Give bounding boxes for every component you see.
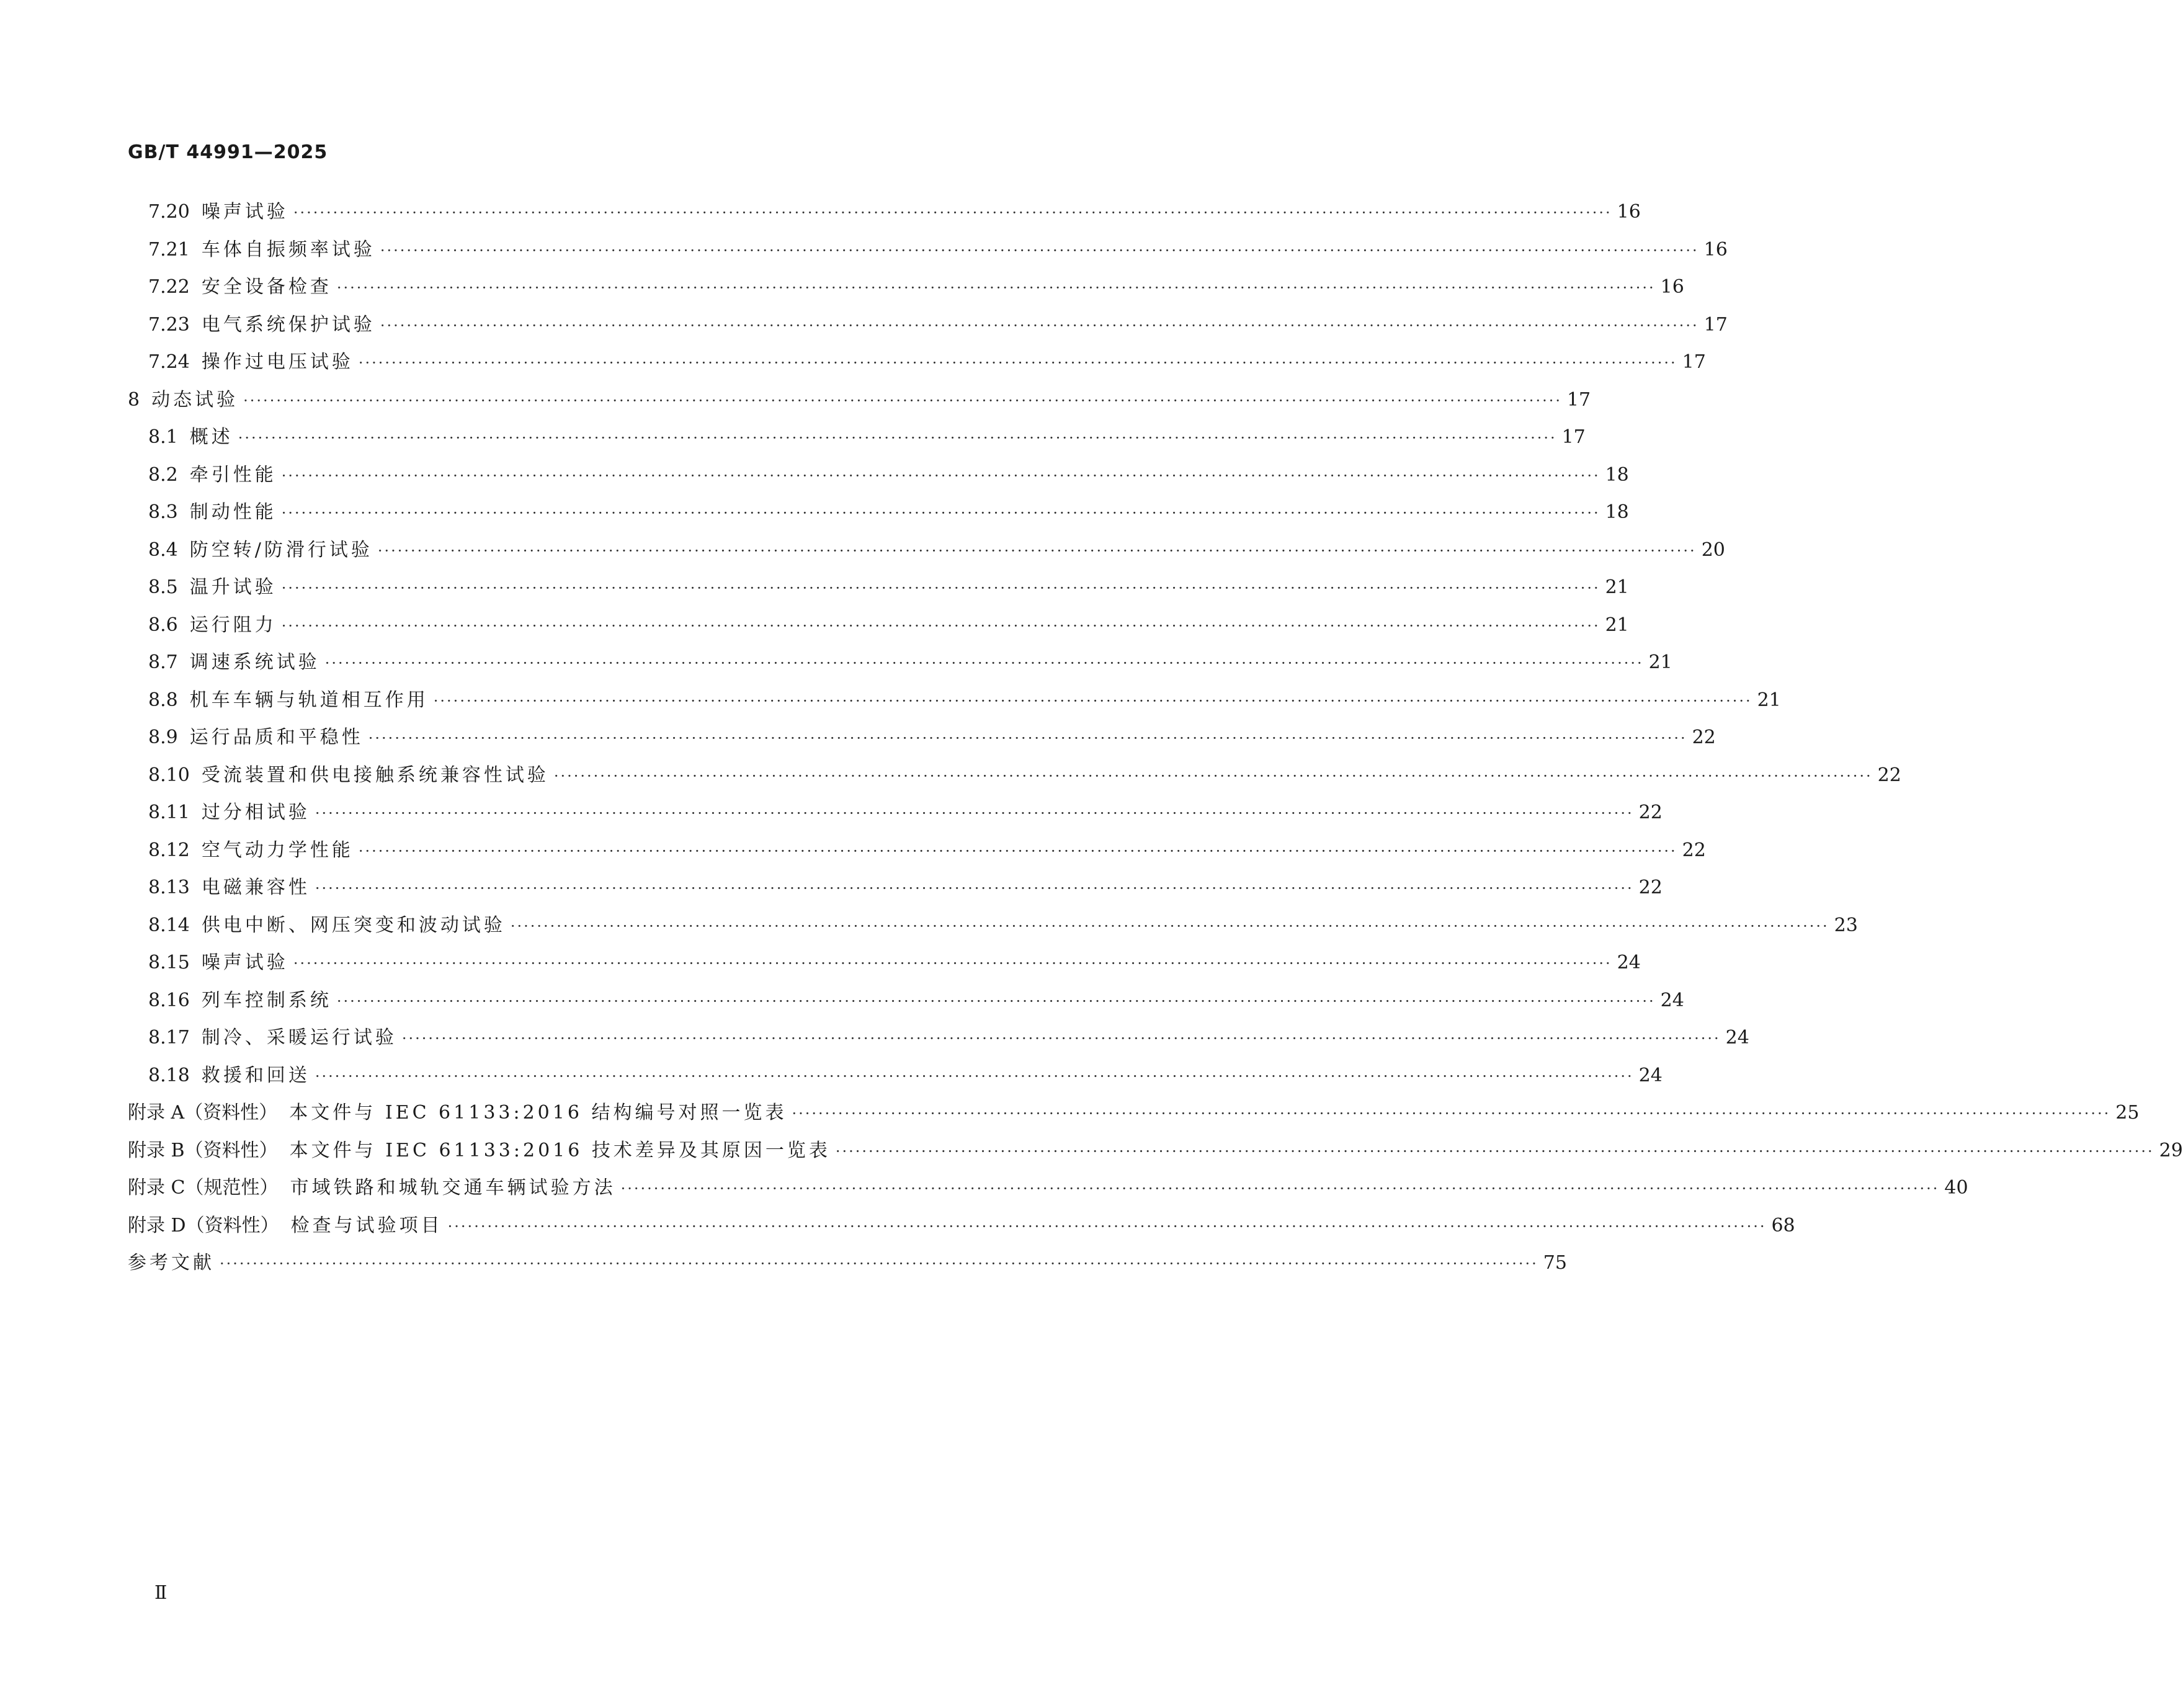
toc-entry-title: 调速系统试验	[189, 651, 320, 673]
toc-entry-number: 8.17	[148, 1027, 190, 1048]
toc-entry-page: 17	[1566, 388, 1591, 411]
toc-entry[interactable]	[128, 682, 1781, 720]
toc-entry[interactable]	[128, 194, 1641, 231]
toc-entry-title: 参考文献	[128, 1252, 215, 1274]
toc-entry[interactable]	[128, 1057, 1663, 1095]
toc-entry-page: 75	[1543, 1252, 1567, 1274]
toc-entry-page: 24	[1660, 989, 1684, 1011]
toc-entry-spacer	[279, 1207, 291, 1245]
toc-entry[interactable]	[128, 344, 1706, 382]
toc-dot-leader: ········································································································································································································	[315, 1067, 1634, 1085]
toc-dot-leader: ········································································································································································································	[380, 241, 1699, 259]
toc-entry-title: 电气系统保护试验	[201, 313, 375, 336]
toc-entry-page: 40	[1944, 1177, 1968, 1199]
toc-dot-leader: ········································································································································································································	[401, 1030, 1721, 1047]
toc-entry-title: 运行阻力	[189, 614, 277, 636]
toc-entry[interactable]	[128, 269, 1684, 306]
toc-entry-number: 7.23	[148, 313, 190, 336]
toc-entry-title: 救援和回送	[201, 1064, 310, 1086]
toc-dot-leader: ········································································································································································································	[281, 504, 1600, 522]
toc-entry-title: 制冷、采暖运行试验	[201, 1027, 397, 1048]
toc-dot-leader: ········································································································································································································	[243, 391, 1562, 409]
toc-dot-leader: ········································································································································································································	[336, 279, 1656, 297]
toc-entry-title: 制动性能	[189, 501, 277, 523]
page-number: Ⅱ	[154, 1582, 167, 1604]
toc-entry-spacer	[178, 719, 190, 757]
toc-entry-page: 16	[1660, 276, 1684, 298]
toc-entry-title: 噪声试验	[201, 952, 288, 973]
toc-entry-page: 25	[2115, 1102, 2140, 1124]
toc-entry-title: 操作过电压试验	[201, 351, 354, 373]
toc-entry-spacer	[190, 982, 202, 1020]
toc-entry-page: 24	[1725, 1027, 1749, 1048]
toc-entry-page: 22	[1682, 839, 1706, 861]
toc-dot-leader: ········································································································································································································	[553, 767, 1873, 785]
toc-entry-page: 17	[1561, 426, 1586, 448]
toc-entry-spacer	[178, 532, 190, 570]
toc-entry[interactable]	[128, 907, 1858, 945]
toc-entry-title: 本文件与 IEC 61133:2016 技术差异及其原因一览表	[289, 1139, 831, 1161]
toc-entry[interactable]	[128, 1094, 2140, 1132]
toc-entry[interactable]	[128, 457, 1629, 494]
toc-entry-spacer	[190, 1057, 202, 1095]
toc-entry-spacer	[178, 419, 190, 457]
toc-entry-page: 21	[1605, 576, 1629, 598]
toc-entry-title: 市域铁路和城轨交通车辆试验方法	[290, 1177, 616, 1199]
toc-entry-page: 17	[1682, 351, 1706, 373]
toc-dot-leader: ········································································································································································································	[293, 955, 1612, 972]
toc-entry-page: 22	[1638, 877, 1663, 898]
toc-entry-number: 附录 C（规范性）	[128, 1177, 279, 1199]
toc-dot-leader: ········································································································································································································	[324, 655, 1644, 672]
toc-entry[interactable]	[128, 982, 1684, 1020]
toc-entry-page: 29	[2159, 1139, 2183, 1161]
toc-dot-leader: ········································································································································································································	[315, 805, 1634, 822]
toc-dot-leader: ········································································································································································································	[835, 1142, 2154, 1160]
toc-entry[interactable]	[128, 644, 1672, 682]
toc-entry-spacer	[190, 231, 202, 269]
toc-entry-page: 17	[1703, 313, 1728, 336]
toc-entry-page: 24	[1617, 952, 1641, 973]
toc-entry-number: 8.4	[148, 539, 178, 561]
toc-entry-number: 8.16	[148, 989, 190, 1011]
toc-entry-number: 附录 B（资料性）	[128, 1139, 278, 1161]
toc-entry-spacer	[278, 1132, 290, 1170]
toc-entry-number: 8.10	[148, 764, 190, 786]
toc-dot-leader: ········································································································································································································	[358, 842, 1677, 860]
toc-entry-title: 温升试验	[189, 576, 277, 598]
toc-entry-title: 概述	[189, 426, 233, 448]
toc-entry-number: 附录 D（资料性）	[128, 1214, 279, 1236]
toc-entry-number: 8.15	[148, 952, 190, 973]
toc-entry-spacer	[190, 194, 202, 231]
toc-entry-page: 22	[1638, 802, 1663, 823]
toc-entry[interactable]	[128, 944, 1641, 982]
toc-entry-title: 机车车辆与轨道相互作用	[189, 689, 429, 711]
toc-entry-title: 电磁兼容性	[201, 877, 310, 898]
toc-dot-leader: ········································································································································································································	[447, 1217, 1767, 1235]
toc-entry-page: 21	[1648, 651, 1672, 673]
toc-entry-page: 16	[1617, 201, 1641, 223]
toc-entry-number: 7.20	[148, 201, 190, 223]
toc-entry[interactable]	[128, 832, 1706, 870]
toc-entry-title: 防空转/防滑行试验	[189, 539, 373, 561]
toc-dot-leader: ········································································································································································································	[281, 467, 1600, 485]
toc-entry[interactable]	[128, 1207, 1795, 1245]
toc-entry[interactable]	[128, 869, 1663, 907]
toc-entry-page: 18	[1605, 463, 1629, 486]
toc-entry-number: 8.18	[148, 1064, 190, 1086]
toc-dot-leader: ········································································································································································································	[293, 204, 1612, 221]
toc-entry-title: 受流装置和供电接触系统兼容性试验	[201, 764, 549, 786]
toc-entry-spacer	[190, 794, 202, 832]
toc-entry-title: 安全设备检查	[201, 276, 332, 298]
toc-dot-leader: ········································································································································································································	[358, 354, 1677, 372]
toc-dot-leader: ········································································································································································································	[281, 617, 1600, 635]
toc-entry-spacer	[178, 682, 190, 720]
toc-entry-spacer	[190, 306, 202, 344]
table-of-contents	[128, 194, 2183, 1282]
toc-entry-number: 8.14	[148, 914, 190, 936]
toc-entry[interactable]	[128, 1019, 1749, 1057]
toc-entry-number: 8.1	[148, 426, 178, 448]
toc-entry-spacer	[190, 869, 202, 907]
toc-entry-spacer	[190, 944, 202, 982]
toc-entry[interactable]	[128, 306, 1728, 344]
toc-entry-spacer	[140, 382, 151, 419]
toc-dot-leader: ········································································································································································································	[377, 542, 1697, 560]
toc-entry-spacer	[190, 757, 202, 795]
toc-entry[interactable]	[128, 1169, 1968, 1207]
toc-entry-title: 供电中断、网压突变和波动试验	[201, 914, 506, 936]
toc-dot-leader: ········································································································································································································	[336, 992, 1656, 1010]
toc-entry[interactable]	[128, 719, 1716, 757]
toc-entry-title: 动态试验	[151, 388, 239, 411]
toc-dot-leader: ········································································································································································································	[380, 316, 1699, 334]
toc-entry-number: 8.13	[148, 877, 190, 898]
toc-dot-leader: ········································································································································································································	[315, 880, 1634, 897]
toc-entry-spacer	[190, 269, 202, 306]
toc-entry-spacer	[178, 607, 190, 645]
toc-entry-number: 8.3	[148, 501, 178, 523]
toc-entry-spacer	[178, 457, 190, 494]
toc-entry-number: 8.9	[148, 727, 178, 748]
toc-entry-number: 8.11	[148, 802, 190, 823]
toc-entry-number: 8.5	[148, 576, 178, 598]
toc-entry[interactable]	[128, 607, 1629, 645]
toc-entry-spacer	[178, 644, 190, 682]
toc-dot-leader: ········································································································································································································	[433, 692, 1752, 710]
toc-entry[interactable]	[128, 382, 1591, 419]
toc-entry-page: 20	[1701, 539, 1725, 561]
toc-entry-title: 本文件与 IEC 61133:2016 结构编号对照一览表	[289, 1102, 787, 1124]
toc-entry-title: 车体自振频率试验	[201, 238, 375, 261]
toc-dot-leader: ········································································································································································································	[281, 579, 1600, 597]
toc-dot-leader: ········································································································································································································	[220, 1255, 1538, 1272]
toc-entry-page: 18	[1605, 501, 1629, 523]
toc-entry-page: 22	[1877, 764, 1901, 786]
toc-entry-number: 附录 A（资料性）	[128, 1102, 278, 1124]
toc-dot-leader: ········································································································································································································	[368, 730, 1687, 747]
toc-entry-number: 8	[128, 388, 140, 411]
toc-entry[interactable]	[128, 1132, 2183, 1170]
toc-entry-title: 噪声试验	[201, 201, 288, 223]
toc-entry-spacer	[277, 1094, 289, 1132]
toc-entry[interactable]	[128, 1245, 1567, 1282]
toc-entry-page: 16	[1703, 238, 1728, 261]
toc-entry-spacer	[190, 832, 202, 870]
toc-entry[interactable]	[128, 231, 1728, 269]
toc-entry-number: 8.12	[148, 839, 190, 861]
toc-entry-number: 7.21	[148, 238, 190, 261]
toc-dot-leader: ········································································································································································································	[620, 1180, 1940, 1197]
toc-entry-title: 运行品质和平稳性	[189, 727, 364, 748]
toc-entry-spacer	[190, 907, 202, 945]
toc-entry-page: 24	[1638, 1064, 1663, 1086]
toc-entry-page: 23	[1834, 914, 1858, 936]
toc-entry[interactable]	[128, 419, 1586, 457]
toc-entry[interactable]	[128, 569, 1629, 607]
toc-entry-page: 68	[1771, 1214, 1795, 1236]
toc-entry-title: 列车控制系统	[201, 989, 332, 1011]
toc-entry-spacer	[190, 1019, 202, 1057]
toc-entry-title: 检查与试验项目	[290, 1214, 443, 1236]
toc-entry-spacer	[178, 569, 190, 607]
toc-entry-page: 21	[1757, 689, 1781, 711]
toc-entry-number: 8.7	[148, 651, 178, 673]
toc-entry-title: 过分相试验	[201, 802, 310, 823]
toc-entry-number: 8.2	[148, 463, 178, 486]
toc-entry-number: 8.6	[148, 614, 178, 636]
toc-entry[interactable]	[128, 494, 1629, 532]
toc-entry-title: 牵引性能	[189, 463, 277, 486]
toc-entry[interactable]	[128, 794, 1663, 832]
toc-entry[interactable]	[128, 757, 1901, 795]
toc-entry-number: 8.8	[148, 689, 178, 711]
toc-entry-number: 7.22	[148, 276, 190, 298]
toc-entry-title: 空气动力学性能	[201, 839, 354, 861]
toc-entry-page: 21	[1605, 614, 1629, 636]
toc-entry-page: 22	[1692, 727, 1716, 748]
toc-dot-leader: ········································································································································································································	[792, 1105, 2111, 1122]
toc-entry-number: 7.24	[148, 351, 190, 373]
toc-entry-spacer	[190, 344, 202, 382]
toc-entry-spacer	[279, 1169, 290, 1207]
toc-entry[interactable]	[128, 532, 1725, 570]
toc-entry-spacer	[178, 494, 190, 532]
toc-dot-leader: ········································································································································································································	[238, 429, 1557, 447]
document-code: GB/T 44991—2025	[128, 141, 328, 163]
toc-dot-leader: ········································································································································································································	[510, 917, 1829, 935]
